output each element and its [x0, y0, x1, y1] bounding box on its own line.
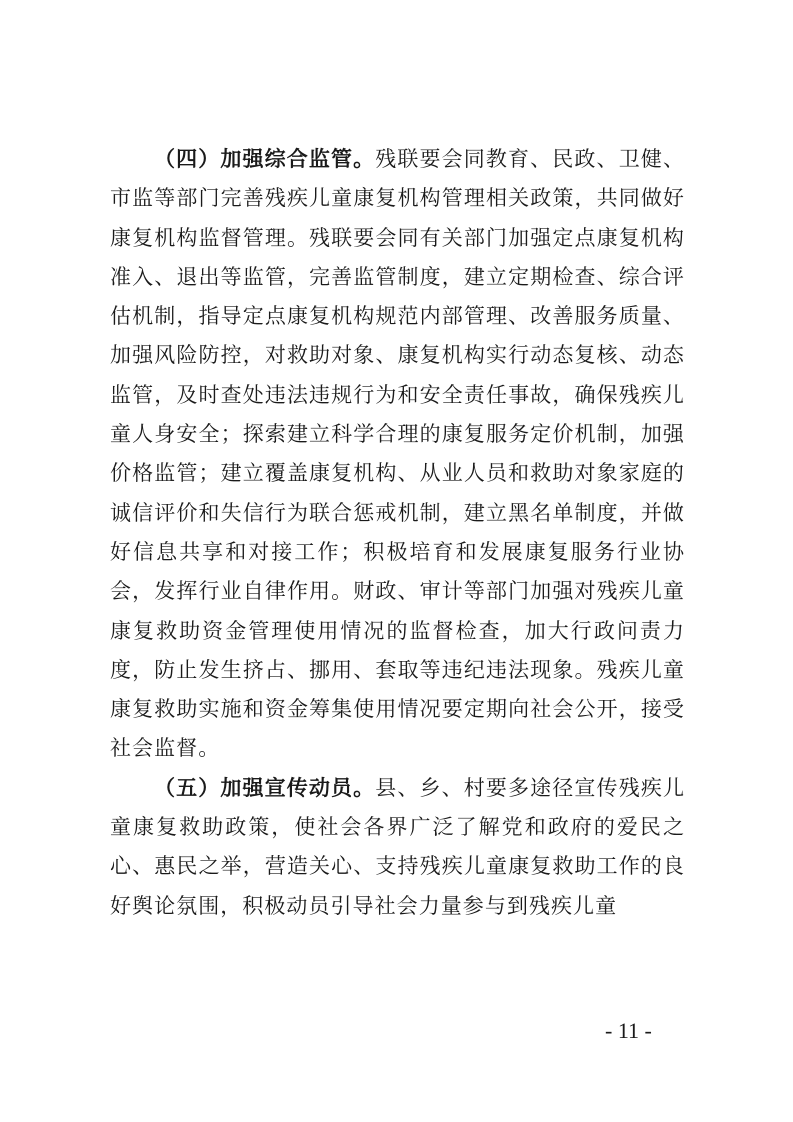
page-number: - 11 -	[605, 1018, 652, 1043]
paragraph-publicity	[110, 769, 685, 926]
section-heading-supervision: （四）加强综合监管。	[154, 147, 376, 171]
paragraph-body-supervision: 残联要会同教育、民政、卫健、市监等部门完善残疾儿童康复机构管理相关政策，共同做好康复机构监督管理。残联要会同有关部门加强定点康复机构准入、退出等监管，完善监管制度，建立定期检查、综合评估机制，指导定点康复机构规范内部管理、改善服务质量、加强风险防控，对救助对象、康复机构实行动态复核、动态监管，及时查处违法违规行为和安全责任事故，确保残疾儿童人身安全；探索建立科学合理的康复服务定价机制，加强价格监管；建立覆盖康复机构、从业人员和救助对象家庭的诚信评价和失信行为联合惩戒机制，建立黑名单制度，并做好信息共享和对接工作；积极培育和发展康复服务行业协会，发挥行业自律作用。财政、审计等部门加强对残疾儿童康复救助资金管理使用情况的监督检查，加大行政问责力度，防止发生挤占、挪用、套取等违纪违法现象。残疾儿童康复救助实施和资金筹集使用情况要定期向社会公开，接受社会监督。	[110, 147, 685, 761]
paragraph-body-publicity: 县、乡、村要多途径宣传残疾儿童康复救助政策，使社会各界广泛了解党和政府的爱民之心、惠民之举，营造关心、支持残疾儿童康复救助工作的良好舆论氛围，积极动员引导社会力量参与到残疾儿童	[110, 775, 685, 918]
paragraph-supervision	[110, 140, 685, 769]
body-text	[110, 140, 685, 926]
section-heading-publicity: （五）加强宣传动员。	[154, 775, 376, 800]
